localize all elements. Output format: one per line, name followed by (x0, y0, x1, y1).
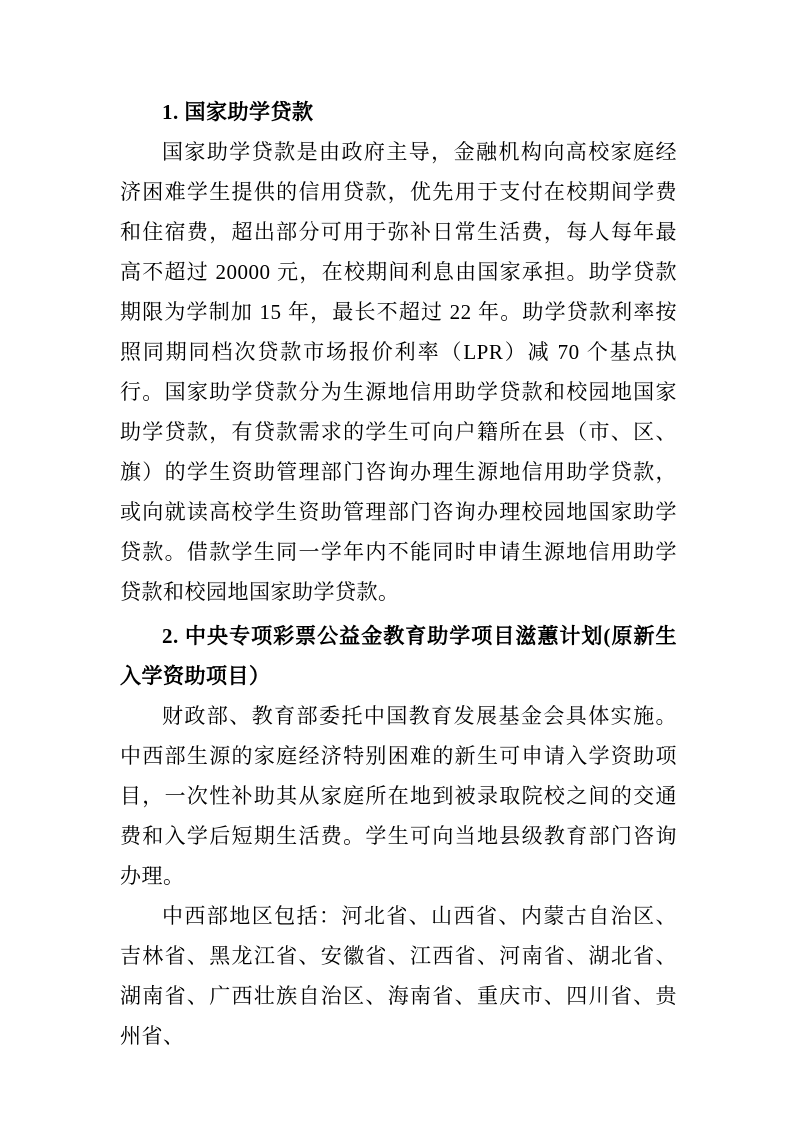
section-1-heading: 1. 国家助学贷款 (162, 100, 314, 124)
section-1-paragraph: 国家助学贷款是由政府主导，金融机构向高校家庭经济困难学生提供的信用贷款，优先用于支付在校期间学费和住宿费，超出部分可用于弥补日常生活费，每人每年最高不超过 20000 元，在校期间利息由国家承担。助学贷款期限为学制加 15 年，最长不超过 22 年。助学贷款利率按照同期同档次贷款市场报价利率（LPR）减 70 个基点执行。国家助学贷款分为生源地信用助学贷款和校园地国家助学贷款，有贷款需求的学生可向户籍所在县（市、区、旗）的学生资助管理部门咨询办理生源地信用助学贷款，或向就读高校学生资助管理部门咨询办理校园地国家助学贷款。借款学生同一学年内不能同时申请生源地信用助学贷款和校园地国家助学贷款。 (120, 140, 677, 604)
section-2-heading: 2. 中央专项彩票公益金教育助学项目滋蕙计划(原新生入学资助项目） (120, 624, 677, 688)
section-2-paragraph-1: 财政部、教育部委托中国教育发展基金会具体实施。中西部生源的家庭经济特别困难的新生可申请入学资助项目，一次性补助其从家庭所在地到被录取院校之间的交通费和入学后短期生活费。学生可向当地县级教育部门咨询办理。 (120, 704, 677, 888)
section-2-paragraph-2: 中西部地区包括：河北省、山西省、内蒙古自治区、吉林省、黑龙江省、安徽省、江西省、河南省、湖北省、湖南省、广西壮族自治区、海南省、重庆市、四川省、贵州省、 (120, 904, 677, 1048)
